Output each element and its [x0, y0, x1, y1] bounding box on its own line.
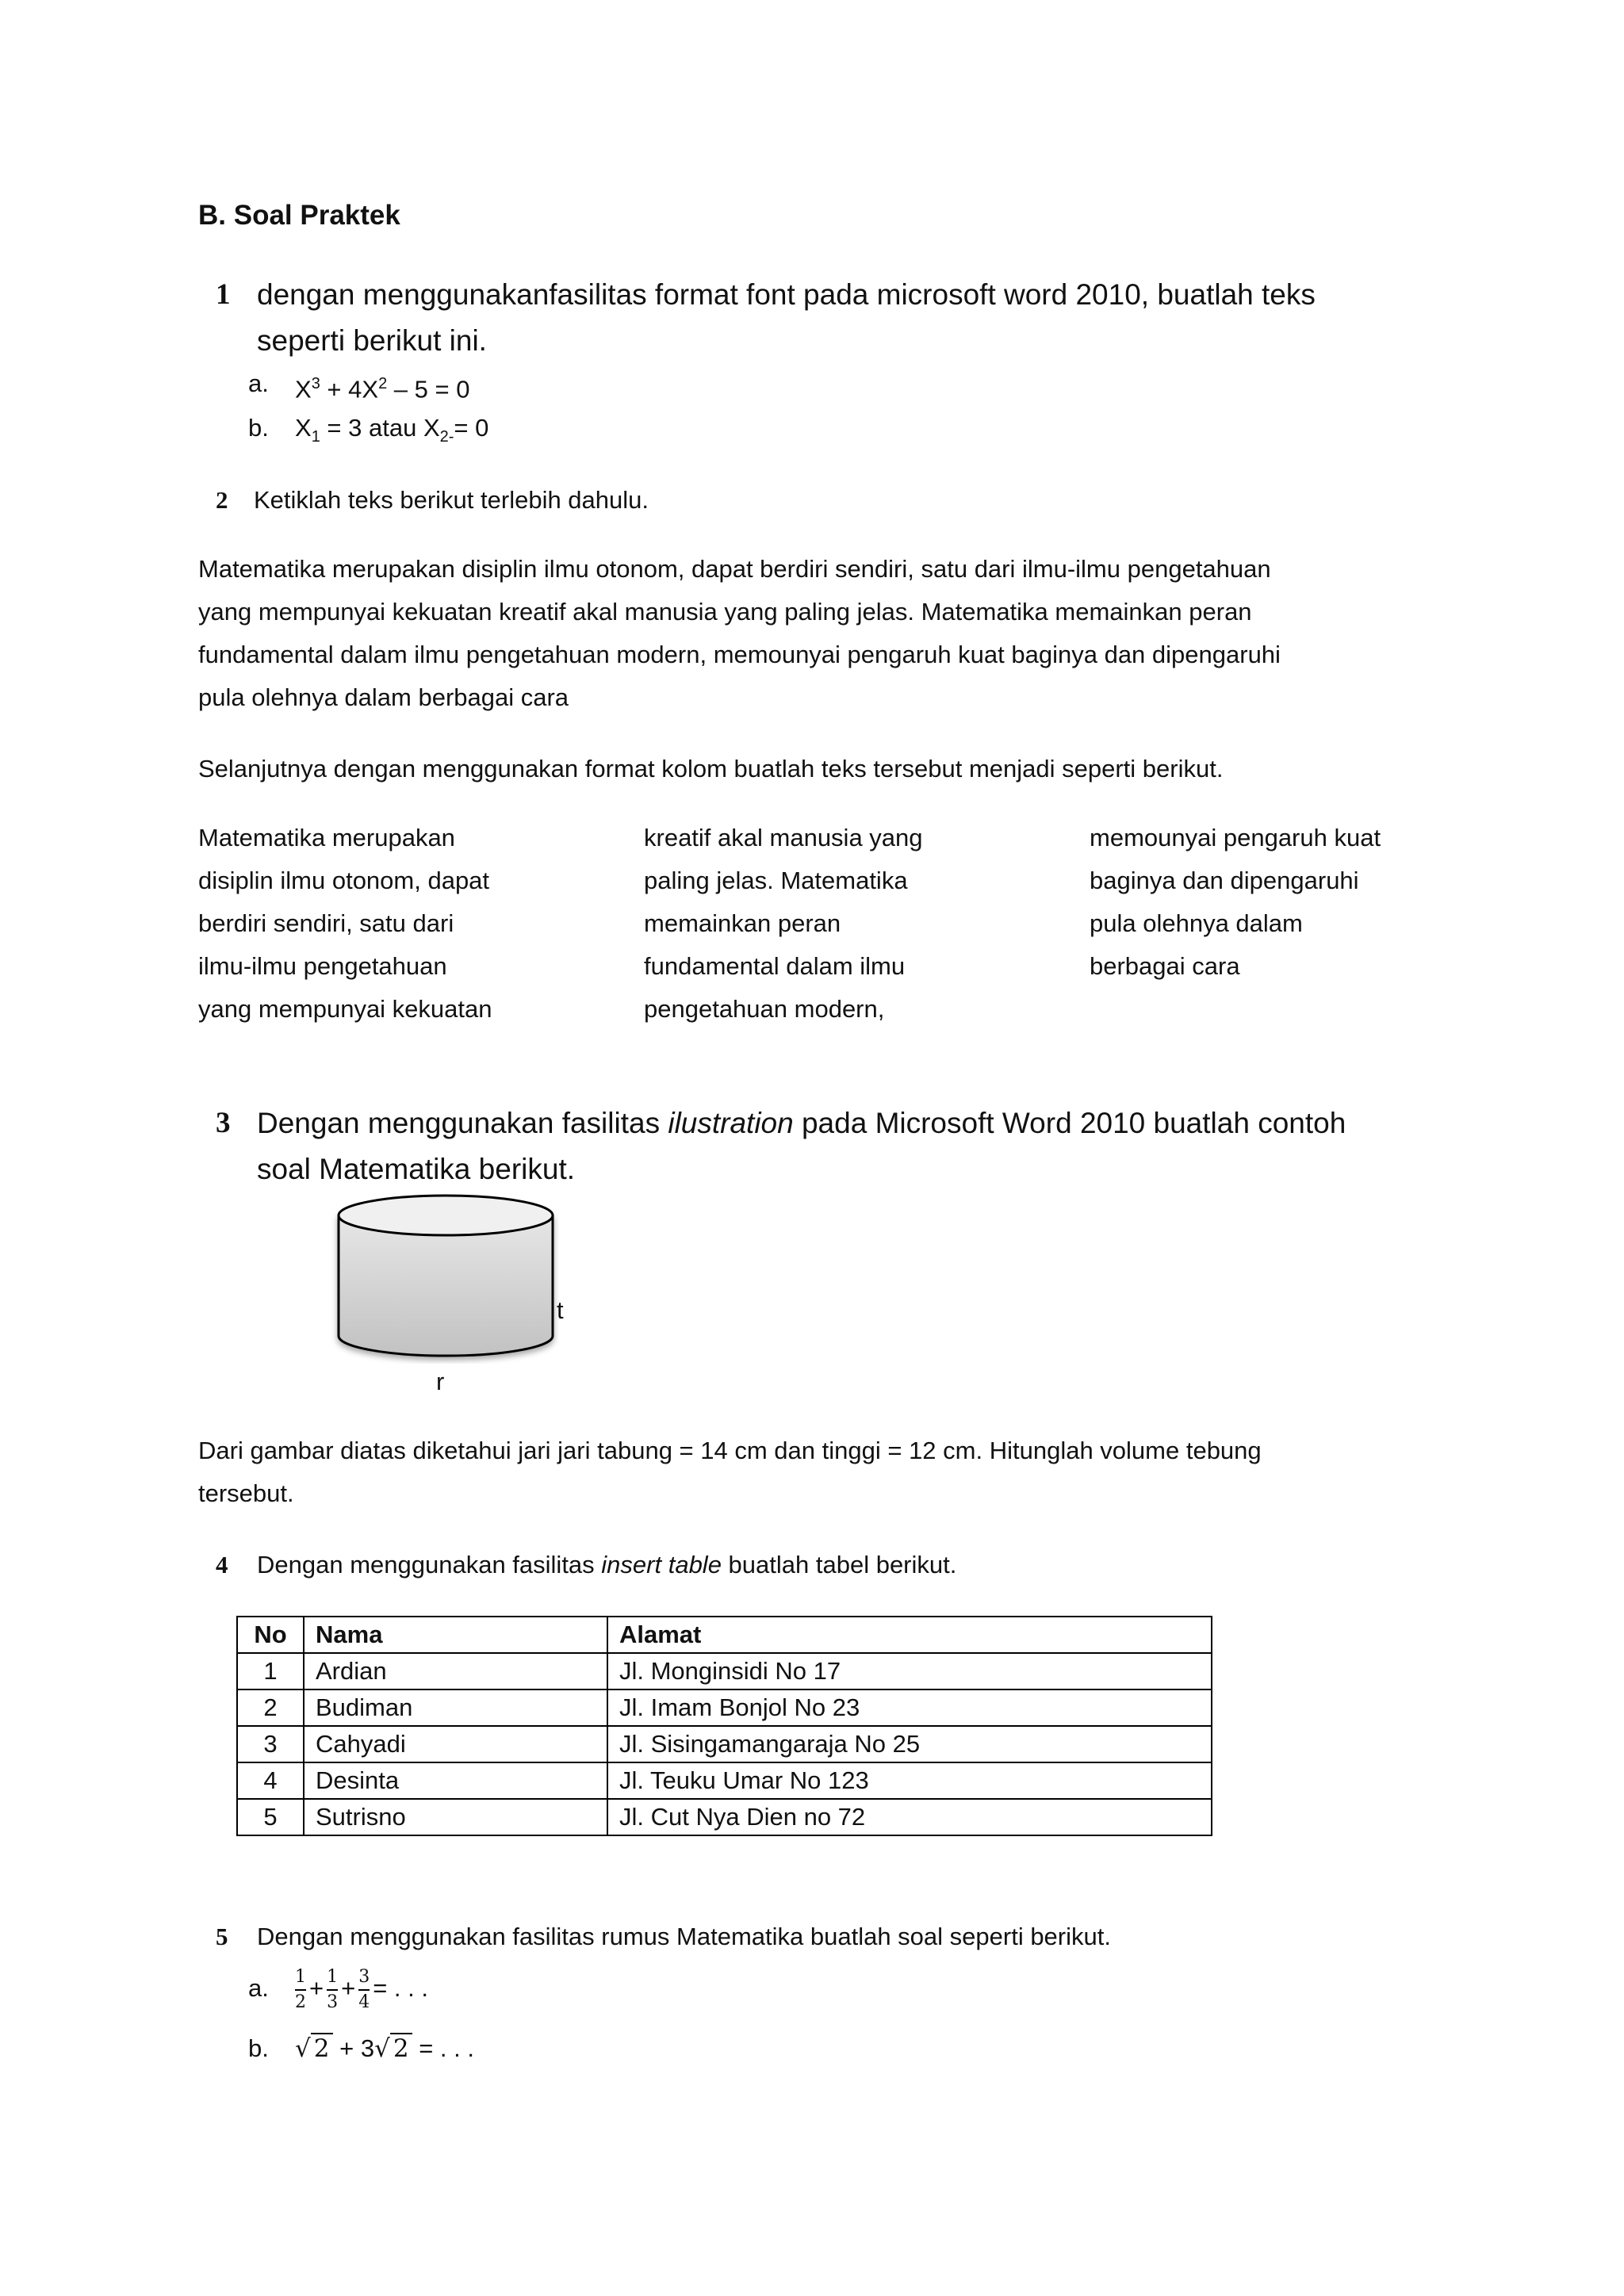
q1-text-line2: seperti berikut ini.: [257, 324, 487, 357]
fraction-equation: $\frac{1}{2}$ + $\frac{1}{3}$ + $\frac{3}{4}$ = . . .: [295, 1966, 428, 2012]
cell-alamat: Jl. Monginsidi No 17: [607, 1653, 1212, 1689]
q1-item-a-label: a.: [248, 369, 269, 397]
cylinder-illustration: [329, 1185, 559, 1364]
q1-equation-a: $X^3 + 4X^2 - 5 = 0$: [295, 375, 470, 404]
q3-problem: Dari gambar diatas diketahui jari jari tabung = 14 cm dan tinggi = 12 cm. Hitunglah volume tebung tersebut.: [198, 1437, 1262, 1507]
cell-alamat: Jl. Imam Bonjol No 23: [607, 1689, 1212, 1726]
radius-label: r: [436, 1368, 445, 1395]
header-alamat: Alamat: [607, 1617, 1212, 1653]
q1-text-line1: dengan menggunakanfasilitas format font pada microsoft word 2010, buatlah teks: [257, 278, 1316, 311]
question-number-4: 4: [216, 1551, 228, 1578]
q5-item-a-label: a.: [248, 1974, 269, 2002]
q3-text-line1: Dengan menggunakan fasilitas ilustration pada Microsoft Word 2010 buatlah contoh: [257, 1107, 1346, 1139]
table-row: [237, 1726, 1212, 1762]
cell-no: 1: [237, 1653, 304, 1689]
question-number-5: 5: [216, 1923, 228, 1950]
table-header-row: [237, 1617, 1212, 1653]
q1-equation-b: $X_1 = 3$ atau $X_{2-}= 0$: [295, 414, 489, 446]
table-row: [237, 1689, 1212, 1726]
cell-nama: Desinta: [304, 1762, 607, 1799]
column-2: kreatif akal manusia yang paling jelas. Matematika memainkan peran fundamental dalam ilmu pengetahuan modern,: [644, 824, 923, 1023]
question-number-3: 3: [216, 1107, 231, 1139]
cell-nama: Sutrisno: [304, 1799, 607, 1835]
cell-alamat: Jl. Teuku Umar No 123: [607, 1762, 1212, 1799]
cell-alamat: Jl. Sisingamangaraja No 25: [607, 1726, 1212, 1762]
cell-no: 3: [237, 1726, 304, 1762]
students-table: [236, 1616, 1212, 1836]
q1-item-b-label: b.: [248, 414, 269, 442]
cell-nama: Budiman: [304, 1689, 607, 1726]
q2-text: Ketiklah teks berikut terlebih dahulu.: [254, 486, 649, 514]
question-number-2: 2: [216, 486, 228, 514]
column-3: memounyai pengaruh kuat baginya dan dipengaruhi pula olehnya dalam berbagai cara: [1090, 824, 1381, 980]
q2-instruction: Selanjutnya dengan menggunakan format kolom buatlah teks tersebut menjadi seperti berikut.: [198, 755, 1224, 783]
q4-text: Dengan menggunakan fasilitas insert table buatlah tabel berikut.: [257, 1551, 957, 1578]
section-title: B. Soal Praktek: [198, 200, 400, 231]
question-number-1: 1: [216, 278, 231, 311]
q2-paragraph: Matematika merupakan disiplin ilmu otonom, dapat berdiri sendiri, satu dari ilmu-ilmu pengetahuan yang mempunyai kekuatan kreatif akal manusia yang paling jelas. Matematika memainkan peran fundamental dalam ilmu pengetahuan modern, memounyai pengaruh kuat baginya dan dipengaruhi pula olehnya dalam berbagai cara: [198, 555, 1281, 711]
cell-no: 2: [237, 1689, 304, 1726]
cell-no: 4: [237, 1762, 304, 1799]
table-row: [237, 1762, 1212, 1799]
cell-no: 5: [237, 1799, 304, 1835]
cell-nama: Ardian: [304, 1653, 607, 1689]
table-row: [237, 1799, 1212, 1835]
header-no: No: [237, 1617, 304, 1653]
header-nama: Nama: [304, 1617, 607, 1653]
table-row: [237, 1653, 1212, 1689]
column-1: Matematika merupakan disiplin ilmu otonom, dapat berdiri sendiri, satu dari ilmu-ilmu pengetahuan yang mempunyai kekuatan: [198, 824, 492, 1023]
q5-text: Dengan menggunakan fasilitas rumus Matematika buatlah soal seperti berikut.: [257, 1923, 1111, 1950]
q5-item-b-label: b.: [248, 2034, 269, 2062]
cell-nama: Cahyadi: [304, 1726, 607, 1762]
cell-alamat: Jl. Cut Nya Dien no 72: [607, 1799, 1212, 1835]
sqrt-equation: √ 2 + 3√ 2 = . . .: [295, 2034, 474, 2063]
q3-text-line2: soal Matematika berikut.: [257, 1153, 576, 1185]
height-label: t: [557, 1296, 564, 1324]
